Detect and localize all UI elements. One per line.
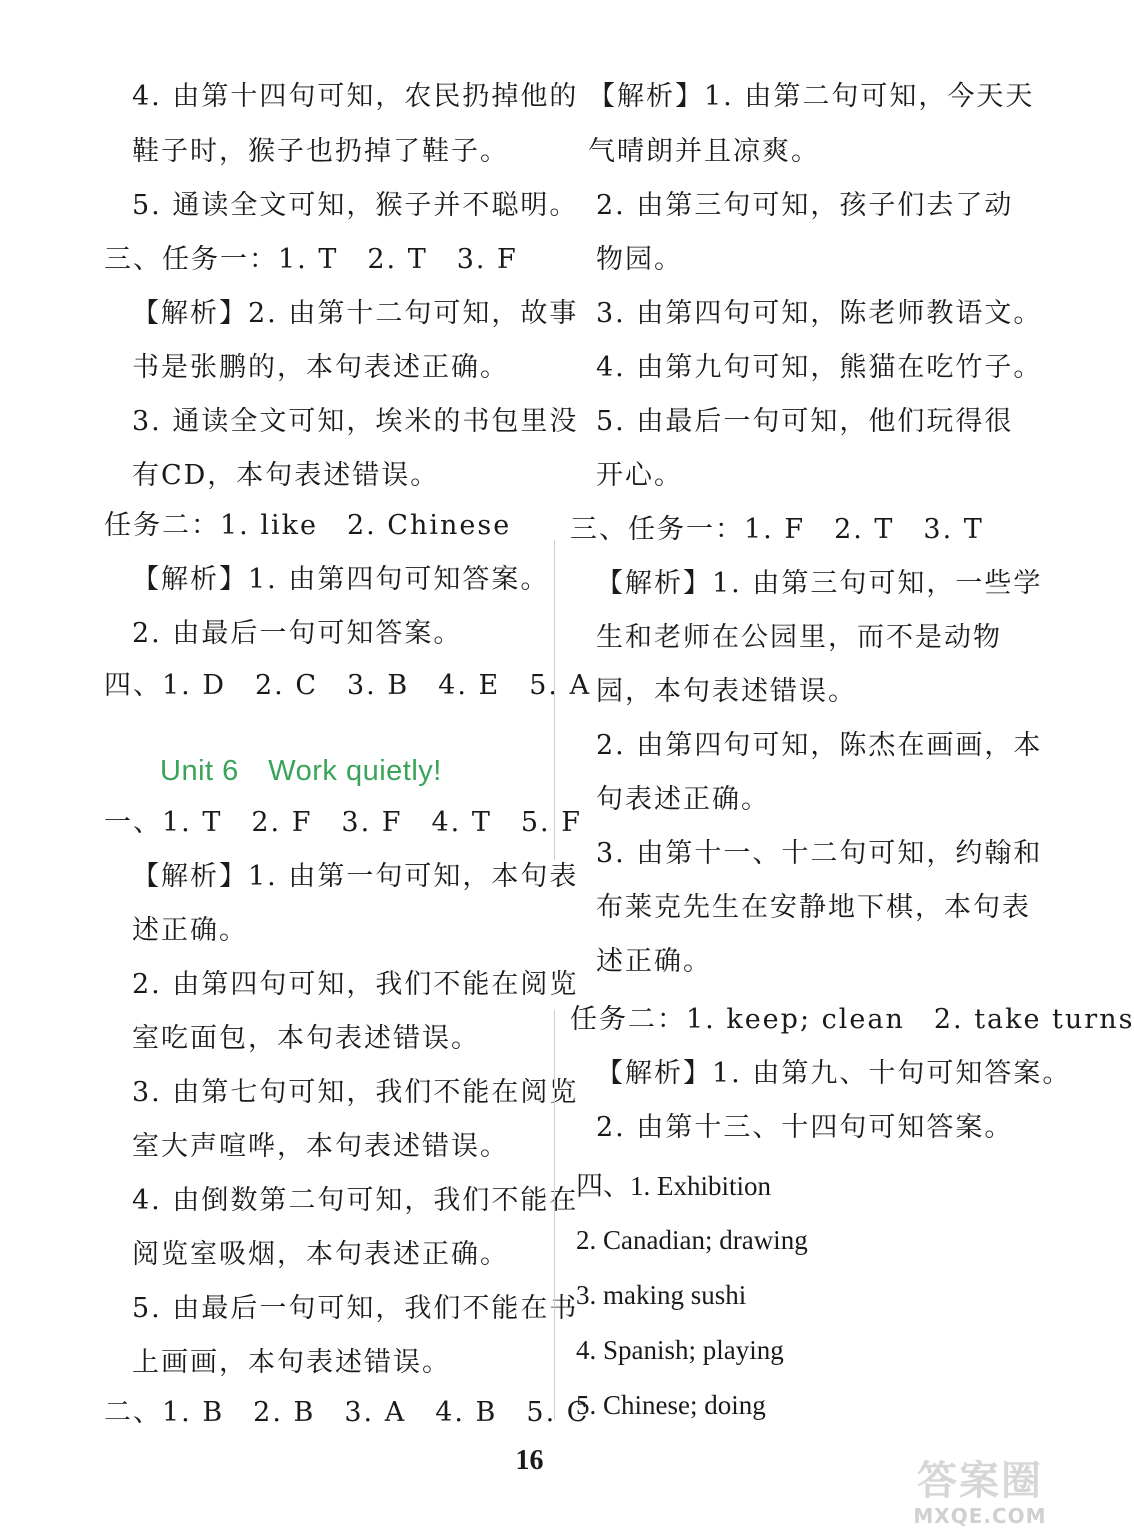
analysis-line: 【解析】1. 由第二句可知，今天天 xyxy=(588,81,1035,112)
section-heading: 四、1. D 2. C 3. B 4. E 5. A xyxy=(104,670,592,701)
section-heading: 一、1. T 2. F 3. F 4. T 5. F xyxy=(104,807,582,838)
analysis-line: 【解析】1. 由第三句可知，一些学 xyxy=(596,568,1043,599)
section-heading: 任务二：1. keep; clean 2. take turns xyxy=(570,1004,1134,1035)
answer-line: 物园。 xyxy=(596,244,683,275)
unit-title: Unit 6 Work quietly! xyxy=(160,755,442,787)
answer-line: 上画画，本句表述错误。 xyxy=(132,1347,451,1378)
answer-line: 3. 通读全文可知，埃米的书包里没 xyxy=(132,406,579,437)
answer-line: 2. Canadian; drawing xyxy=(576,1225,808,1255)
section-heading: 任务二：1. like 2. Chinese xyxy=(104,510,512,541)
answer-line: 室吃面包，本句表述错误。 xyxy=(132,1023,480,1054)
answer-line: 有CD，本句表述错误。 xyxy=(132,460,440,491)
answer-line: 园，本句表述错误。 xyxy=(596,676,857,707)
answer-line: 3. making sushi xyxy=(576,1280,747,1310)
page-number: 16 xyxy=(515,1445,544,1476)
answer-line: 4. 由第十四句可知，农民扔掉他的 xyxy=(132,81,579,112)
answer-line: 2. 由第十三、十四句可知答案。 xyxy=(596,1112,1014,1143)
analysis-line: 【解析】1. 由第一句可知，本句表 xyxy=(132,861,579,892)
answer-line: 3. 由第七句可知，我们不能在阅览 xyxy=(132,1077,579,1108)
answer-line: 4. 由第九句可知，熊猫在吃竹子。 xyxy=(596,352,1043,383)
answer-line: 述正确。 xyxy=(596,946,712,977)
answer-line: 4. Spanish; playing xyxy=(576,1335,784,1365)
watermark-chars: 答案圈 xyxy=(917,1458,1043,1504)
answer-line: 鞋子时，猴子也扔掉了鞋子。 xyxy=(132,136,509,167)
answer-line: 述正确。 xyxy=(132,915,248,946)
answer-line: 阅览室吸烟，本句表述正确。 xyxy=(132,1239,509,1270)
column-divider xyxy=(554,540,555,860)
section-heading: 二、1. B 2. B 3. A 4. B 5. C xyxy=(104,1397,590,1428)
answer-line: 3. 由第十一、十二句可知，约翰和 xyxy=(596,838,1043,869)
analysis-line: 【解析】2. 由第十二句可知，故事 xyxy=(132,298,579,329)
answer-line: 2. 由第三句可知，孩子们去了动 xyxy=(596,190,1014,221)
answer-line: 句表述正确。 xyxy=(596,784,770,815)
answer-line: 开心。 xyxy=(596,460,683,491)
answer-line: 气晴朗并且凉爽。 xyxy=(588,136,820,167)
watermark-url: MXQE.COM xyxy=(913,1504,1047,1528)
analysis-line: 【解析】1. 由第四句可知答案。 xyxy=(132,564,550,595)
answer-line: 2. 由最后一句可知答案。 xyxy=(132,618,463,649)
section-heading: 三、任务一：1. F 2. T 3. T xyxy=(570,514,984,545)
answer-line: 5. Chinese; doing xyxy=(576,1390,766,1420)
answer-line: 3. 由第四句可知，陈老师教语文。 xyxy=(596,298,1043,329)
answer-line: 4. 由倒数第二句可知，我们不能在 xyxy=(132,1185,579,1216)
section-heading: 四、1. Exhibition xyxy=(576,1171,771,1201)
column-divider xyxy=(554,1010,555,1420)
answer-line: 2. 由第四句可知，陈杰在画画，本 xyxy=(596,730,1043,761)
answer-line: 书是张鹏的，本句表述正确。 xyxy=(132,352,509,383)
answer-line: 室大声喧哗，本句表述错误。 xyxy=(132,1131,509,1162)
section-heading: 三、任务一：1. T 2. T 3. F xyxy=(104,244,518,275)
watermark-logo xyxy=(910,1458,1050,1530)
answer-line: 5. 由最后一句可知，我们不能在书 xyxy=(132,1293,579,1324)
analysis-line: 【解析】1. 由第九、十句可知答案。 xyxy=(596,1058,1072,1089)
answer-line: 5. 由最后一句可知，他们玩得很 xyxy=(596,406,1014,437)
answer-line: 5. 通读全文可知，猴子并不聪明。 xyxy=(132,190,579,221)
answer-line: 2. 由第四句可知，我们不能在阅览 xyxy=(132,969,579,1000)
answer-line: 生和老师在公园里，而不是动物 xyxy=(596,622,1002,653)
answer-line: 布莱克先生在安静地下棋，本句表 xyxy=(596,892,1031,923)
